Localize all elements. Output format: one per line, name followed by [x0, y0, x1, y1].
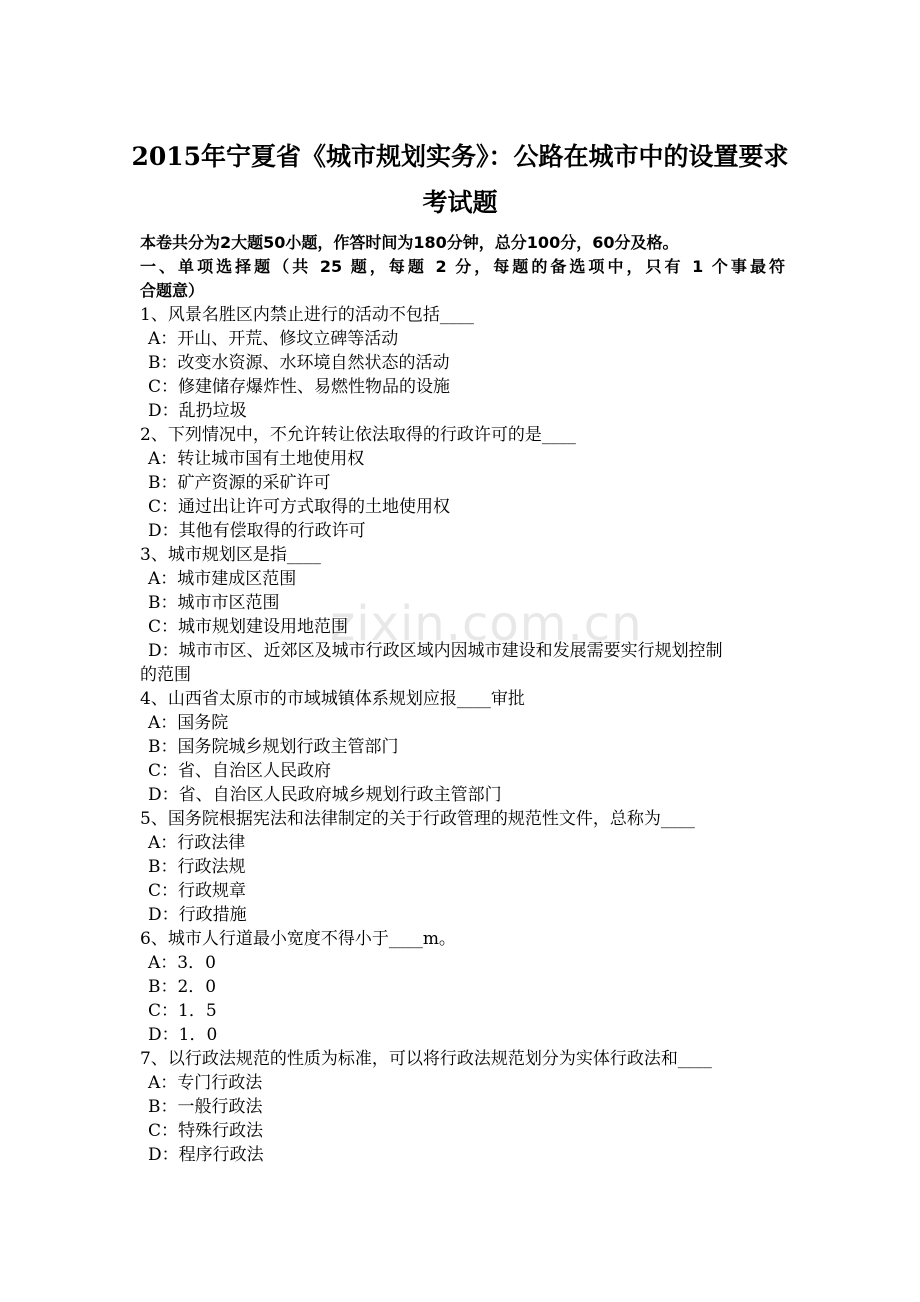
answer-option: A：行政法律	[148, 833, 246, 853]
section-heading-line1: 一、单项选择题（共 25 题，每题 2 分，每题的备选项中，只有 1 个事最符	[140, 257, 785, 276]
question-stem: 5、国务院根据宪法和法律制定的关于行政管理的规范性文件，总称为____	[140, 809, 695, 829]
answer-option: A：转让城市国有土地使用权	[148, 449, 365, 469]
answer-option: D：乱扔垃圾	[148, 401, 247, 421]
answer-option: D：行政措施	[148, 905, 247, 925]
answer-option: B：国务院城乡规划行政主管部门	[148, 737, 399, 757]
answer-option: D：程序行政法	[148, 1145, 264, 1165]
answer-option: A：专门行政法	[148, 1073, 263, 1093]
answer-option: A：国务院	[148, 713, 229, 733]
answer-option: D：省、自治区人民政府城乡规划行政主管部门	[148, 785, 502, 805]
exam-intro: 本卷共分为2大题50小题，作答时间为180分钟，总分100分，60分及格。	[140, 233, 679, 252]
answer-option: C：1．5	[148, 1001, 217, 1021]
document-title-line1: 2015年宁夏省《城市规划实务》：公路在城市中的设置要求	[131, 142, 789, 171]
answer-option: B：城市市区范围	[148, 593, 280, 613]
document-body	[140, 231, 785, 1167]
answer-option: B：改变水资源、水环境自然状态的活动	[148, 353, 450, 373]
section-heading-line2: 合题意）	[140, 281, 205, 300]
answer-option: D：城市市区、近郊区及城市行政区域内因城市建设和发展需要实行规划控制	[148, 641, 723, 661]
answer-option: D：其他有偿取得的行政许可	[148, 521, 366, 541]
answer-option: C：城市规划建设用地范围	[148, 617, 349, 637]
answer-option: A：开山、开荒、修坟立碑等活动	[148, 329, 399, 349]
answer-option: B：行政法规	[148, 857, 246, 877]
answer-option: A：3．0	[148, 953, 216, 973]
answer-option: C：通过出让许可方式取得的土地使用权	[148, 497, 451, 517]
question-stem: 6、城市人行道最小宽度不得小于____m。	[140, 929, 456, 949]
answer-option: B：一般行政法	[148, 1097, 263, 1117]
answer-option: B：矿产资源的采矿许可	[148, 473, 331, 493]
question-stem: 4、山西省太原市的市域城镇体系规划应报____审批	[140, 689, 525, 709]
question-stem: 3、城市规划区是指____	[140, 545, 321, 565]
document-title-line2: 考试题	[422, 188, 498, 217]
answer-option: A：城市建成区范围	[148, 569, 297, 589]
answer-option: C：特殊行政法	[148, 1121, 264, 1141]
answer-option: D：1．0	[148, 1025, 218, 1045]
question-stem: 1、风景名胜区内禁止进行的活动不包括____	[140, 305, 474, 325]
answer-option-continuation: 的范围	[140, 665, 191, 685]
answer-option: B：2．0	[148, 977, 217, 997]
question-stem: 2、下列情况中，不允许转让依法取得的行政许可的是____	[140, 425, 576, 445]
question-stem: 7、以行政法规范的性质为标准，可以将行政法规范划分为实体行政法和____	[140, 1049, 712, 1069]
answer-option: C：修建储存爆炸性、易燃性物品的设施	[148, 377, 451, 397]
watermark: zixin.com.cn	[330, 596, 643, 652]
answer-option: C：行政规章	[148, 881, 247, 901]
answer-option: C：省、自治区人民政府	[148, 761, 332, 781]
